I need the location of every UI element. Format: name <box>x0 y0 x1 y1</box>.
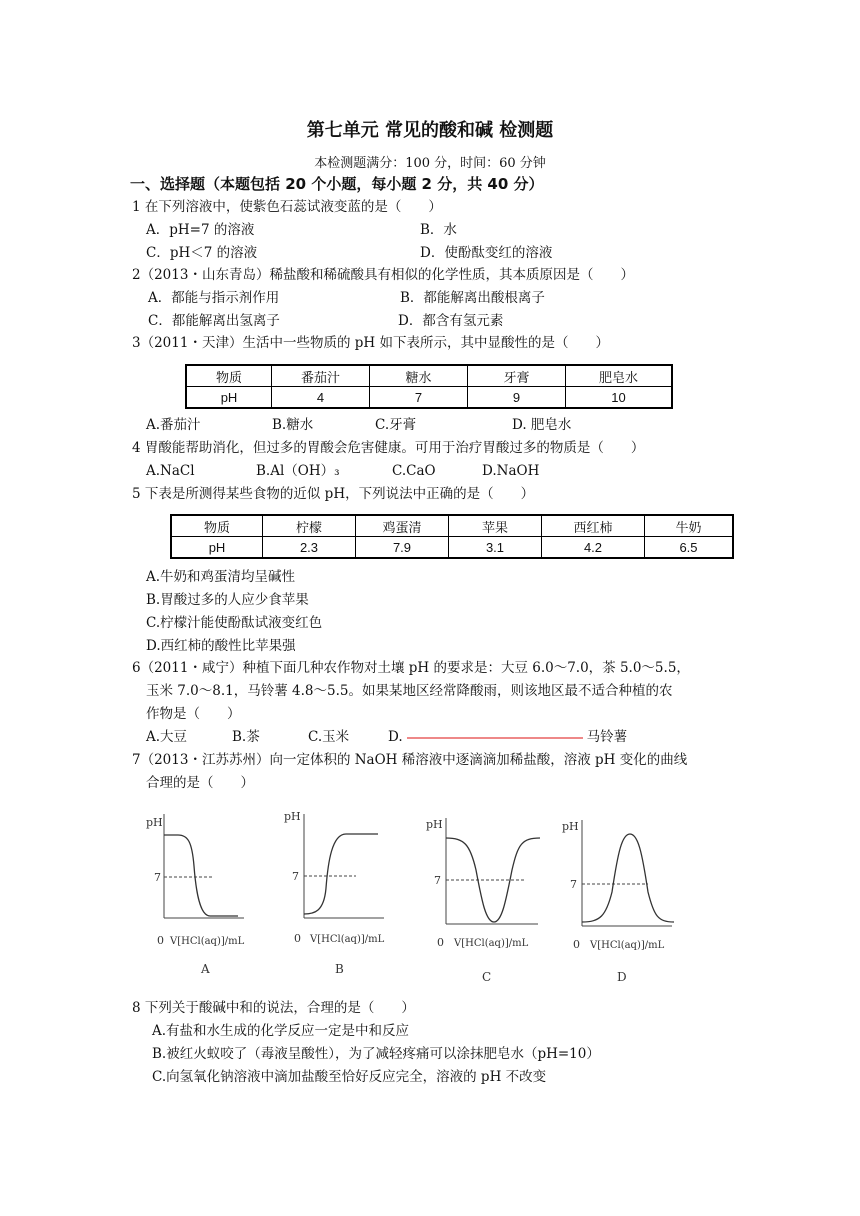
q6-option-d <box>388 727 627 747</box>
origin-label: 0 <box>573 938 580 951</box>
q5-option-b: B.胃酸过多的人应少食苹果 <box>146 592 309 608</box>
origin-label: 0 <box>437 936 444 949</box>
question-8-stem: 8 下列关于酸碱中和的说法，合理的是（ ） <box>132 1000 415 1016</box>
table-row <box>171 515 733 537</box>
table-cell: 4 <box>272 387 370 409</box>
y-label: pH <box>284 810 301 823</box>
redaction-mark <box>407 737 583 739</box>
q6-option-d-prefix: D. <box>388 729 403 745</box>
graph-d <box>560 812 684 957</box>
q2-option-a: A．都能与指示剂作用 <box>148 290 280 306</box>
x-label: V[HCl(aq)]/mL <box>310 934 385 945</box>
table-cell: 7 <box>370 387 468 409</box>
seven-label: 7 <box>292 870 299 883</box>
seven-label: 7 <box>570 878 577 891</box>
q5-option-a: A.牛奶和鸡蛋清均呈碱性 <box>146 569 296 585</box>
table-row <box>186 365 672 387</box>
question-6-line-2: 玉米 7.0～8.1，马铃薯 4.8～5.5。如果某地区经常降酸雨，则该地区最不适合种植的农 <box>146 683 673 699</box>
ph-curve <box>164 835 238 916</box>
y-label: pH <box>562 820 579 833</box>
table-cell: 2.3 <box>263 537 356 559</box>
table-cell: 10 <box>566 387 673 409</box>
question-7-line-2: 合理的是（ ） <box>146 775 254 791</box>
q1-option-a: A．pH=7 的溶液 <box>146 222 255 238</box>
graph-d-label: D <box>617 970 627 984</box>
question-5-stem: 5 下表是所测得某些食物的近似 pH，下列说法中正确的是（ ） <box>132 486 535 502</box>
q3-ph-table <box>185 364 673 409</box>
table-cell: 肥皂水 <box>566 365 673 387</box>
q8-option-a: A.有盐和水生成的化学反应一定是中和反应 <box>152 1023 410 1039</box>
graph-a-label: A <box>201 962 210 976</box>
graph-b-label: B <box>335 962 344 976</box>
graph-c <box>424 810 552 955</box>
q5-option-d: D.西红柿的酸性比苹果强 <box>146 638 296 654</box>
ph-curve <box>304 834 378 914</box>
origin-label: 0 <box>294 932 301 945</box>
table-cell: 物质 <box>186 365 272 387</box>
table-cell: 糖水 <box>370 365 468 387</box>
table-cell: 番茄汁 <box>272 365 370 387</box>
q3-option-a: A.番茄汁 <box>146 417 201 433</box>
table-cell: pH <box>171 537 263 559</box>
q6-option-d-text: 马铃薯 <box>586 729 628 745</box>
graph-b <box>280 806 396 951</box>
table-cell: 3.1 <box>449 537 542 559</box>
q2-option-d: D．都含有氢元素 <box>398 313 504 329</box>
x-label: V[HCl(aq)]/mL <box>454 938 529 949</box>
table-cell: 苹果 <box>449 515 542 537</box>
q3-option-b: B.糖水 <box>272 417 314 433</box>
table-row <box>186 387 672 409</box>
table-cell: 柠檬 <box>263 515 356 537</box>
table-cell: 物质 <box>171 515 263 537</box>
q2-option-c: C．都能解离出氢离子 <box>148 313 280 329</box>
q4-option-a: A.NaCl <box>146 463 195 479</box>
q6-option-b: B.茶 <box>232 729 260 745</box>
table-cell: 6.5 <box>645 537 734 559</box>
table-cell: 7.9 <box>356 537 449 559</box>
origin-label: 0 <box>157 934 164 947</box>
q8-option-c: C.向氢氧化钠溶液中滴加盐酸至恰好反应完全，溶液的 pH 不改变 <box>152 1069 547 1085</box>
question-6-line-1: 6（2011・咸宁）种植下面几种农作物对土壤 pH 的要求是：大豆 6.0～7.0，茶 5.0～5.5， <box>132 660 690 676</box>
q4-option-b: B.Al（OH）₃ <box>256 463 340 479</box>
table-cell: 西红柿 <box>542 515 645 537</box>
y-label: pH <box>426 818 443 831</box>
question-3-stem: 3（2011・天津）生活中一些物质的 pH 如下表所示，其中显酸性的是（ ） <box>132 335 609 351</box>
question-7-line-1: 7（2013・江苏苏州）向一定体积的 NaOH 稀溶液中逐滴滴加稀盐酸，溶液 pH 变化的曲线 <box>132 752 688 768</box>
section-heading: 一、选择题（本题包括 20 个小题，每小题 2 分，共 40 分） <box>130 175 544 193</box>
y-label: pH <box>146 816 163 829</box>
table-cell: 4.2 <box>542 537 645 559</box>
table-cell: 鸡蛋清 <box>356 515 449 537</box>
page-title: 第七单元 常见的酸和碱 检测题 <box>306 120 554 141</box>
q6-option-c: C.玉米 <box>308 729 350 745</box>
graph-c-label: C <box>482 970 492 984</box>
q3-option-c: C.牙膏 <box>375 417 417 433</box>
q4-option-d: D.NaOH <box>482 463 540 479</box>
question-1-stem: 1 在下列溶液中，使紫色石蕊试液变蓝的是（ ） <box>132 199 442 215</box>
q5-ph-table <box>170 514 734 559</box>
question-2-stem: 2（2013・山东青岛）稀盐酸和稀硫酸具有相似的化学性质，其本质原因是（ ） <box>132 267 634 283</box>
q4-option-c: C.CaO <box>392 463 436 479</box>
q3-option-d: D. 肥皂水 <box>512 417 572 433</box>
q5-option-c: C.柠檬汁能使酚酞试液变红色 <box>146 615 323 631</box>
seven-label: 7 <box>434 874 441 887</box>
seven-label: 7 <box>154 871 161 884</box>
q2-option-b: B．都能解离出酸根离子 <box>400 290 545 306</box>
graph-a <box>140 806 250 951</box>
table-row <box>171 537 733 559</box>
x-label: V[HCl(aq)]/mL <box>170 936 245 947</box>
table-cell: 牙膏 <box>468 365 566 387</box>
table-cell: 9 <box>468 387 566 409</box>
question-4-stem: 4 胃酸能帮助消化，但过多的胃酸会危害健康。可用于治疗胃酸过多的物质是（ ） <box>132 440 645 456</box>
exam-info: 本检测题满分：100 分，时间：60 分钟 <box>314 156 546 171</box>
q6-option-a: A.大豆 <box>146 729 188 745</box>
ph-curve <box>582 834 674 922</box>
question-6-line-3: 作物是（ ） <box>146 706 241 722</box>
q8-option-b: B.被红火蚁咬了（毒液呈酸性），为了减轻疼痛可以涂抹肥皂水（pH=10） <box>152 1046 600 1062</box>
q1-option-d: D．使酚酞变红的溶液 <box>420 245 553 261</box>
x-label: V[HCl(aq)]/mL <box>590 940 665 951</box>
q1-option-b: B．水 <box>420 222 457 238</box>
q1-option-c: C．pH＜7 的溶液 <box>146 245 258 261</box>
table-cell: 牛奶 <box>645 515 734 537</box>
table-cell: pH <box>186 387 272 409</box>
